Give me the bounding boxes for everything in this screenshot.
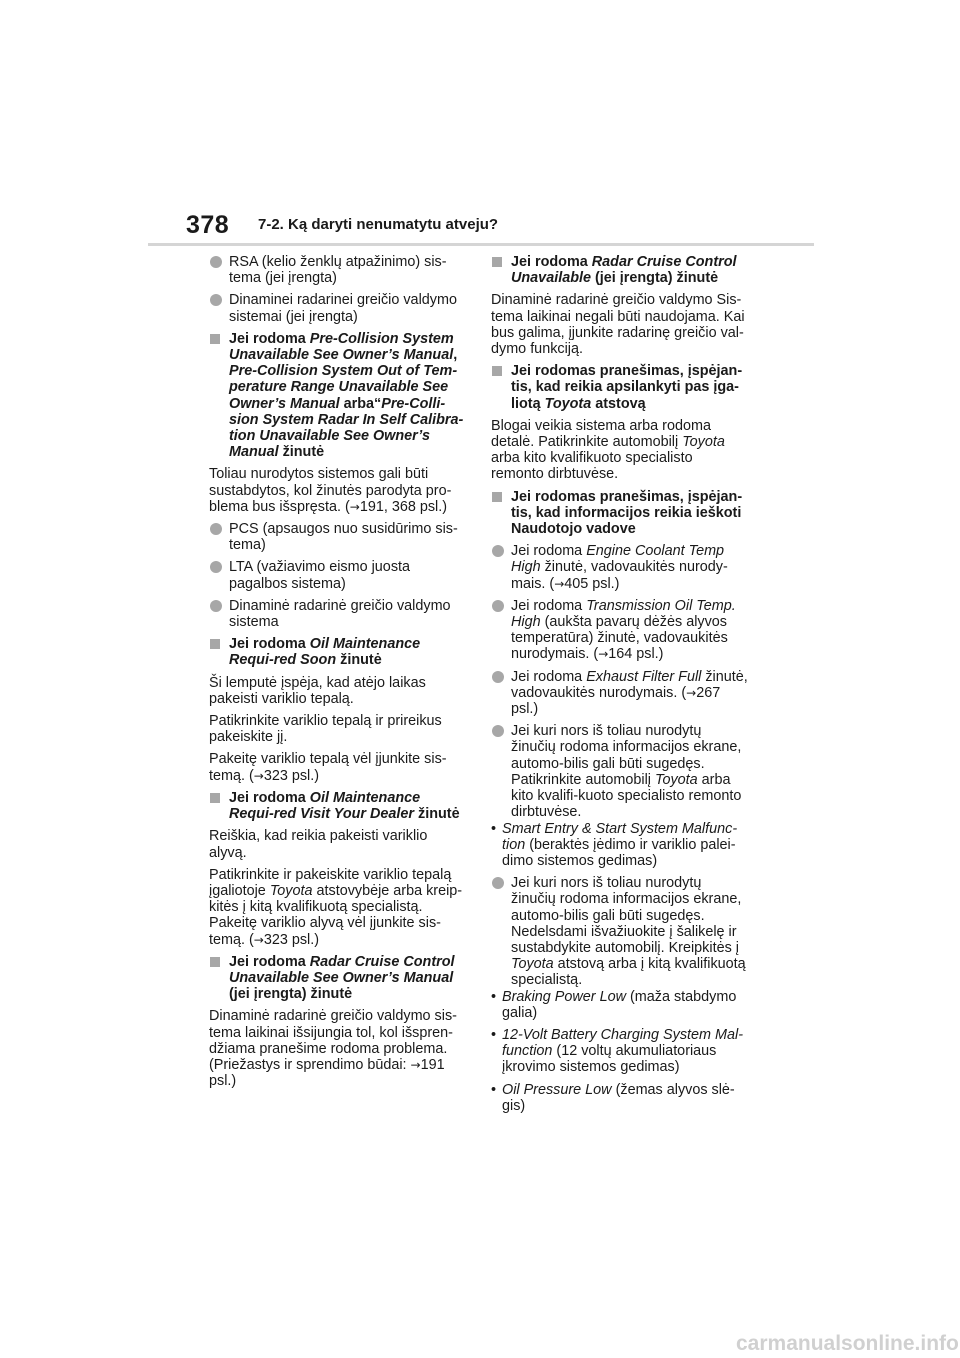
section-title: 7-2. Ką daryti nenumatytu atveju? bbox=[258, 216, 499, 233]
page-reference: 323 psl.) bbox=[263, 767, 320, 784]
right-column bbox=[491, 254, 749, 1120]
bullet-text: Jei kuri nors iš toliau nurodytų žinučių rodoma informacijos ekrane, automo-bilis gali būti sugedęs. Patikrinkite automobilį bbox=[511, 723, 742, 788]
message-name: Pre-Colli-sion System Radar In Self Calibra-tion Unavailable See Owner’s Manual bbox=[229, 395, 464, 461]
heading-text: Jei rodoma bbox=[229, 636, 310, 653]
heading-text: Jei rodomas pranešimas, įspėjan-tis, kad reikia apsilankyti pas įga-liotą bbox=[511, 363, 743, 412]
bullet-text: Jei kuri nors iš toliau nurodytų žinučių rodoma informacijos ekrane, automo-bilis gali būti sugedęs. Nedelsdami išvažiuokite į šalikelę ir sustabdykite automobilį. Kreipkitės į bbox=[511, 875, 742, 956]
brand-name: Toyota bbox=[654, 771, 698, 788]
bullet-item bbox=[491, 543, 749, 592]
bullet-text: žinutė, vadovaukitės nurodymais. ( bbox=[511, 668, 748, 701]
square-bullet-icon bbox=[210, 793, 220, 803]
round-bullet-icon bbox=[210, 523, 222, 535]
round-bullet-icon bbox=[210, 561, 222, 573]
heading-text: (jei įrengta) žinutė bbox=[229, 986, 353, 1003]
bullet-text: PCS (apsaugos nuo susidūrimo sis-tema) bbox=[229, 521, 458, 554]
page-reference: 267 psl.) bbox=[511, 684, 721, 718]
section-heading bbox=[491, 254, 749, 286]
paragraph bbox=[209, 867, 467, 948]
page-header bbox=[0, 0, 960, 250]
square-bullet-icon bbox=[210, 639, 220, 649]
heading-text: žinutė bbox=[336, 652, 382, 669]
round-bullet-icon bbox=[210, 600, 222, 612]
arrow-icon: → bbox=[598, 647, 609, 662]
arrow-icon: → bbox=[554, 576, 565, 591]
header-divider bbox=[148, 243, 814, 246]
sub-item-text: (12 voltų akumuliatoriaus įkrovimo sistemos gedimas) bbox=[502, 1043, 717, 1076]
heading-text: Jei rodoma bbox=[229, 953, 310, 970]
round-bullet-icon bbox=[492, 545, 504, 557]
bullet-item bbox=[209, 598, 467, 630]
section-heading bbox=[209, 331, 467, 461]
brand-name: Toyota bbox=[544, 395, 592, 412]
bullet-text: arba kito kvalifi-kuoto specialisto remonto dirbtuvėse. bbox=[511, 771, 742, 821]
arrow-icon: → bbox=[253, 768, 264, 783]
bullet-text: RSA (kelio ženklų atpažinimo) sis-tema (jei įrengta) bbox=[229, 254, 447, 287]
paragraph-text: Blogai veikia sistema arba rodoma detalė. Patikrinkite automobilį bbox=[491, 417, 711, 451]
bullet-text: Dinaminė radarinė greičio valdymo sistema bbox=[229, 597, 451, 631]
paragraph-text: arba kito kvalifikuoto specialisto remonto dirbtuvėse. bbox=[491, 450, 693, 483]
sub-item-text: (maža stabdymo galia) bbox=[502, 988, 737, 1021]
watermark: carmanualsonline.info bbox=[736, 1332, 959, 1355]
page-reference: 191 psl.) bbox=[209, 1056, 445, 1090]
bullet-text: Dinaminei radarinei greičio valdymo sistemai (jei įrengta) bbox=[229, 292, 457, 325]
page-reference: 164 psl.) bbox=[608, 646, 664, 663]
arrow-icon: → bbox=[349, 499, 360, 514]
dot-bullet-icon: • bbox=[491, 1026, 497, 1043]
message-name: Pre-Collision System Out of Tem-perature Range Unavailable See Owner’s Manual bbox=[229, 363, 458, 412]
heading-text: atstovą bbox=[591, 395, 646, 412]
bullet-item bbox=[491, 723, 749, 820]
message-name: 12-Volt Battery Charging System Mal-function bbox=[502, 1026, 744, 1060]
dot-bullet-icon: • bbox=[491, 1081, 497, 1098]
sub-list-item bbox=[491, 821, 749, 870]
bullet-text: atstovą arba į kitą kvalifikuotą specialistą. bbox=[511, 956, 746, 989]
message-name: Transmission Oil Temp. High bbox=[511, 597, 736, 631]
paragraph bbox=[209, 751, 467, 783]
bullet-item bbox=[209, 521, 467, 553]
sub-item-text: (žemas alyvos slė-gis) bbox=[502, 1081, 735, 1114]
paragraph: Ši lemputė įspėja, kad atėjo laikas pakeisti variklio tepalą. bbox=[209, 674, 426, 707]
paragraph-text: Pakeitę variklio tepalą vėl įjunkite sis-temą. ( bbox=[209, 751, 447, 784]
arrow-icon: → bbox=[253, 932, 264, 947]
section-heading bbox=[491, 489, 749, 538]
square-bullet-icon bbox=[210, 957, 220, 967]
bullet-item bbox=[491, 669, 749, 718]
message-name: Radar Cruise Control Unavailable bbox=[511, 254, 737, 287]
heading-text: , bbox=[453, 347, 458, 364]
page-reference: 323 psl.) bbox=[263, 931, 320, 948]
left-column bbox=[209, 254, 467, 1095]
heading-text: Jei rodoma bbox=[229, 789, 310, 806]
square-bullet-icon bbox=[492, 257, 502, 267]
bullet-item bbox=[209, 559, 467, 591]
heading-text: Jei rodoma bbox=[511, 254, 592, 270]
brand-name: Toyota bbox=[511, 956, 554, 973]
section-heading bbox=[209, 636, 467, 668]
page-reference: 405 psl.) bbox=[564, 575, 620, 592]
section-heading bbox=[209, 954, 467, 1003]
sub-item-text: (beraktės įėdimo ir variklio palei-dimo sistemos gedimas) bbox=[502, 836, 736, 869]
round-bullet-icon bbox=[492, 725, 504, 737]
message-name: Engine Coolant Temp High bbox=[511, 543, 725, 576]
round-bullet-icon bbox=[210, 256, 222, 268]
bullet-text: Jei rodoma bbox=[511, 597, 587, 614]
round-bullet-icon bbox=[210, 294, 222, 306]
page-reference: 191, 368 psl.) bbox=[359, 498, 448, 515]
bullet-text: Jei rodoma bbox=[511, 543, 587, 560]
heading-text: arba“ bbox=[339, 395, 382, 412]
message-name: Oil Maintenance Requi-red Soon bbox=[229, 636, 421, 669]
heading-text: žinutė bbox=[414, 806, 460, 823]
brand-name: Toyota bbox=[269, 882, 313, 899]
square-bullet-icon bbox=[492, 492, 502, 502]
round-bullet-icon bbox=[492, 671, 504, 683]
arrow-icon: → bbox=[410, 1057, 421, 1072]
section-heading bbox=[491, 363, 749, 412]
bullet-item bbox=[209, 292, 467, 324]
bullet-text: žinutė, vadovaukitės nurody-mais. ( bbox=[511, 559, 728, 592]
page-number: 378 bbox=[186, 211, 230, 239]
heading-text: žinutė bbox=[278, 444, 325, 461]
message-name: Pre-Collision System Unavailable See Owner’s Manual bbox=[229, 330, 454, 364]
brand-name: Toyota bbox=[682, 434, 725, 451]
heading-text: Jei rodoma bbox=[229, 330, 310, 347]
arrow-icon: → bbox=[686, 685, 697, 700]
dot-bullet-icon: • bbox=[491, 820, 497, 837]
sub-list-item bbox=[491, 1027, 749, 1076]
message-name: Oil Pressure Low bbox=[502, 1081, 612, 1098]
bullet-text: (aukšta pavarų dėžės alyvos temperatūra) žinutė, vadovaukitės nurodymais. ( bbox=[511, 614, 728, 663]
bullet-item bbox=[491, 875, 749, 988]
sub-list-item bbox=[491, 1082, 749, 1114]
heading-text: Jei rodomas pranešimas, įspėjan-tis, kad informacijos reikia ieškoti Naudotojo vadove bbox=[511, 488, 743, 538]
message-name: Braking Power Low bbox=[502, 988, 626, 1005]
paragraph bbox=[491, 418, 749, 483]
message-name: Exhaust Filter Full bbox=[586, 668, 702, 685]
bullet-text: Jei rodoma bbox=[511, 668, 587, 685]
message-name: Oil Maintenance Requi-red Visit Your Dealer bbox=[229, 789, 421, 823]
bullet-item bbox=[209, 254, 467, 286]
paragraph bbox=[209, 1008, 467, 1089]
paragraph: Dinaminė radarinė greičio valdymo Sis-tema laikinai negali būti naudojama. Kai bus galima, įjunkite radarinę greičio val-dymo funkciją. bbox=[491, 292, 745, 358]
paragraph: Patikrinkite variklio tepalą ir prireikus pakeiskite jį. bbox=[209, 713, 442, 746]
heading-text: (jei įrengta) žinutė bbox=[591, 270, 719, 287]
square-bullet-icon bbox=[210, 334, 220, 344]
paragraph-text: Patikrinkite ir pakeiskite variklio tepalą įgaliotoje bbox=[209, 866, 452, 899]
square-bullet-icon bbox=[492, 366, 502, 376]
sub-list-item bbox=[491, 989, 749, 1021]
message-name: Radar Cruise Control Unavailable See Owner’s Manual bbox=[229, 953, 455, 986]
dot-bullet-icon: • bbox=[491, 988, 497, 1005]
paragraph-text: atstovybėje arba kreip-kitės į kitą kvalifikuotą specialistą. Pakeitę variklio alyvą vėl įjunkite sis-temą. ( bbox=[209, 882, 463, 948]
paragraph bbox=[209, 466, 467, 515]
paragraph-text: Dinaminė radarinė greičio valdymo sis-tema laikinai išsijungia tol, kol išspren-džiama pranešime rodoma problema. (Priežastys ir sprendimo būdai: bbox=[209, 1008, 457, 1073]
message-name: Smart Entry & Start System Malfunc-tion bbox=[502, 820, 738, 853]
round-bullet-icon bbox=[492, 600, 504, 612]
bullet-text: LTA (važiavimo eismo juosta pagalbos sistema) bbox=[229, 559, 411, 592]
bullet-item bbox=[491, 598, 749, 663]
paragraph: Reiškia, kad reikia pakeisti variklio alyvą. bbox=[209, 828, 428, 861]
paragraph-text: Toliau nurodytos sistemos gali būti sustabdytos, kol žinutės parodyta pro-blema bus išspręsta. ( bbox=[209, 466, 452, 515]
section-heading bbox=[209, 790, 467, 822]
round-bullet-icon bbox=[492, 877, 504, 889]
